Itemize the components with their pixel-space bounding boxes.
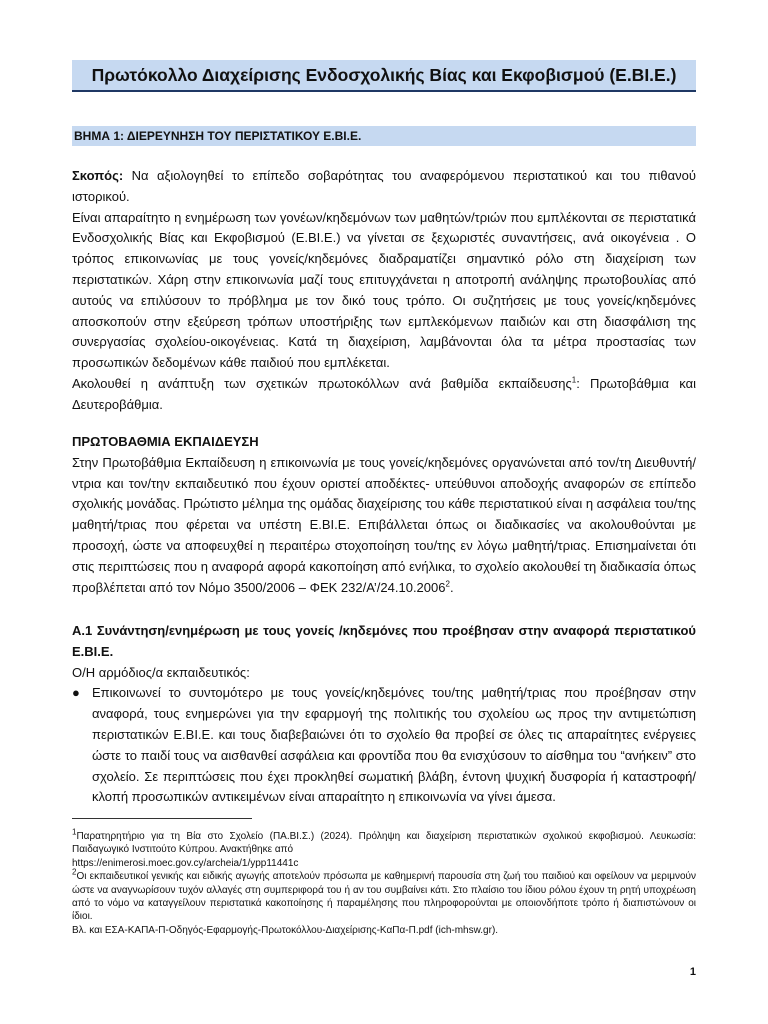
footnotes [72,827,696,937]
bullet-icon: ● [72,685,80,701]
footnote-2-reference[interactable]: Βλ. και ΕΣΑ-ΚΑΠΑ-Π-Οδηγός-Εφαρμογής-Πρωτοκόλλου-Διαχείρισης-ΚαΠα-Π.pdf (ich-mhsw.gr). [72,924,499,936]
paragraph-2: Ακολουθεί η ανάπτυξη των σχετικών πρωτοκόλλων ανά βαθμίδα εκπαίδευσης$^1$: Πρωτοβάθμια και Δευτεροβάθμια. [72,375,696,412]
list-item [72,683,696,808]
step-heading: ΒΗΜΑ 1: ΔΙΕΡΕΥΝΗΣΗ ΤΟΥ ΠΕΡΙΣΤΑΤΙΚΟΥ Ε.ΒΙ.Ε. [74,129,362,143]
primary-section [72,432,696,598]
footnote-1-link[interactable]: https://enimerosi.moec.gov.cy/archeia/1/ypp11441c [72,857,299,869]
purpose-label: Σκοπός: [72,168,124,183]
section-a1-intro: Ο/Η αρμόδιος/α εκπαιδευτικός: [72,664,250,680]
purpose-paragraph [72,166,696,208]
document-title-bar [72,60,696,92]
footnote-ref-1[interactable]: 1 [571,375,577,385]
footnote-ref-2[interactable]: 2 [445,579,450,589]
page-number: 1 [689,966,696,978]
footnote-2: $^2$Οι εκπαιδευτικοί γενικής και ειδικής αγωγής αποτελούν πρόσωπα με καθημερινή παρουσία στη ζωή του παιδιού και οφείλουν να μεριμνούν ώστε να αναγνωρίσουν τυχόν αλλαγές στη συμπεριφορά του ή αν του συμβαίνει κάτι. Στο πλαίσιο του ίδιου ρόλου έχουν τη ρητή υποχρέωση από το νόμο να καταγγείλουν περιστατικά κακοποίησης ή παραμέλησης που πληροφορούνται με οποιονδήποτε τρόπο ή διαπιστώνουν οι ίδιοι. [72,867,696,923]
bullet-text: Επικοινωνεί το συντομότερο με τους γονείς/κηδεμόνες του/της μαθητή/τριας που προέβησαν στην αναφορά, τους ενημερώνει για την εφαρμογή της πολιτικής του σχολείου ως προς την αντιμετώπιση περιστατικών Ε.ΒΙ.Ε. και τους διαβεβαιώνει ότι το σχολείο θα προβεί σε όλες τις απαραίτητες ενέργειες ώστε το παιδί τους να αισθανθεί ασφάλεια και φροντίδα που θα ενισχύσουν το αίσθημα του “ανήκειν” στο σχολείο. Σε περιπτώσεις που έχει προκληθεί σωματική βλάβη, έντονη ψυχική δυσφορία ή καταστροφή/κλοπή προσωπικών αντικειμένων είναι απαραίτητο η επικοινωνία να γίνει άμεσα. [92,685,696,805]
footnote-1: $^1$Παρατηρητήριο για τη Βία στο Σχολείο (ΠΑ.ΒΙ.Σ.) (2024). Πρόληψη και διαχείριση περιστατικών σχολικού εκφοβισμού. Λευκωσία: Παιδαγωγικό Ινστιτούτο Κύπρου. Ανακτήθηκε από [72,827,696,856]
primary-paragraph: Στην Πρωτοβάθμια Εκπαίδευση η επικοινωνία με τους γονείς/κηδεμόνες οργανώνεται από τον/τη Διευθυντή/ντρια και τον/την εκπαιδευτικό που έχουν οριστεί αποδέκτες- υπεύθυνοι αποδοχής αναφορών σε επίπεδο σχολικής μονάδας. Πρώτιστο μέλημα της ομάδας διαχείρισης του κάθε περιστατικού είναι η ασφάλεια του/της μαθητή/τριας που φέρεται να υπέστη Ε.ΒΙ.Ε. Επιβάλλεται όπως οι διαδικασίες να ακολουθούνται με προσοχή, ώστε να αποφευχθεί η περαιτέρω στοχοποίηση του/της εν λόγω μαθητή/τριας. Επισημαίνεται ότι στις περιπτώσεις που η αναφορά αφορά κακοποίηση από ενήλικα, το σχολείο ακολουθεί τη διαδικασία όπως προβλέπεται από τον Νόμο 3500/2006 – ΦΕΚ 232/Α’/24.10.2006$^2$. [72,454,696,595]
purpose-text: Να αξιολογηθεί το επίπεδο σοβαρότητας του αναφερόμενου περιστατικού και του πιθανού ιστορικού. [72,168,696,204]
document-title: Πρωτόκολλο Διαχείρισης Ενδοσχολικής Βίας και Εκφοβισμού (Ε.ΒΙ.Ε.) [91,64,677,85]
primary-heading: ΠΡΩΤΟΒΑΘΜΙΑ ΕΚΠΑΙΔΕΥΣΗ [72,434,259,449]
intro-section [72,166,696,416]
section-a1-heading: Α.1 Συνάντηση/ενημέρωση με τους γονείς /κηδεμόνες που προέβησαν στην αναφορά περιστατικού Ε.ΒΙ.Ε. [72,623,696,659]
section-a1 [72,621,696,808]
step-heading-bar [72,126,696,146]
paragraph-1: Είναι απαραίτητο η ενημέρωση των γονέων/κηδεμόνων των μαθητών/τριών που εμπλέκονται σε περιστατικά Ενδοσχολικής Βίας και Εκφοβισμού (Ε.ΒΙ.Ε.) να γίνεται σε ξεχωριστές συναντήσεις, ανά οικογένεια . Ο τρόπος επικοινωνίας με τους γονείς/κηδεμόνες διαδραματίζει σημαντικό ρόλο στη διαχείριση των περιστατικών. Χάρη στην επικοινωνία μαζί τους επιτυγχάνεται η αποτροπή ανάληψης πρωτοβουλίας από αυτούς να επιλύσουν το πρόβλημα με τον δικό τους τρόπο. Οι συζητήσεις με τους γονείς/κηδεμόνες αποσκοπούν στην εξεύρεση τρόπων υποστήριξης των εμπλεκόμενων παιδιών και στη διασφάλιση της συνεργασίας σχολείου-οικογένειας. Κατά τη διαχείριση, λαμβάνονται όλα τα μέτρα προστασίας των προσωπικών δεδομένων κάθε παιδιού που εμπλέκεται. [72,209,696,371]
footnote-divider [72,818,252,819]
